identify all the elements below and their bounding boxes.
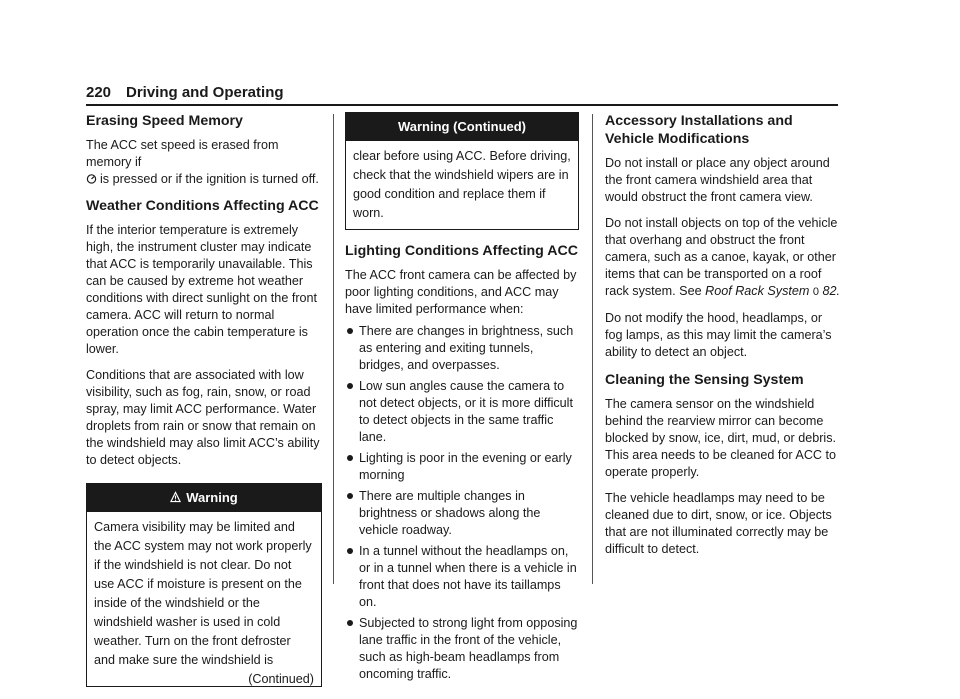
lighting-bullet-list [345,323,579,683]
heading-cleaning-sensing-system: Cleaning the Sensing System [605,372,804,388]
roof-rack-link[interactable]: Roof Rack System [705,284,810,298]
heading-weather-conditions: Weather Conditions Affecting ACC [86,198,319,214]
column-divider [333,114,334,584]
bullet-icon [347,328,353,334]
warning-body: Camera visibility may be limited and the ACC system may not work properly if the windshield is not clear. Do not use ACC if moisture is present on the inside of the windshield or the windshield washer is used in cold weather. Turn on the front defroster and make sure the windshield is [94,520,312,667]
heading-lighting-conditions: Lighting Conditions Affecting ACC [345,243,578,259]
warning-header [87,484,321,512]
list-item [345,323,579,374]
erasing-paragraph [86,137,322,188]
list-item [345,488,579,539]
weather-paragraph-1: If the interior temperature is extremely high, the instrument cluster may indicate that ACC is temporarily unavailable. This can be caused by extreme hot weather conditions with direct sunlight on the front camera. ACC will return to normal operation once the cabin temperature is lower. [86,223,318,356]
column-right [605,112,841,567]
list-item-text: In a tunnel without the headlamps on, or in a tunnel when there is a vehicle in front that does not have its taillamps on. [359,544,577,609]
heading-erasing-speed-memory: Erasing Speed Memory [86,113,243,129]
accessory-paragraph-3: Do not modify the hood, headlamps, or fog lamps, as this may limit the camera’s ability to detect an object. [605,311,832,359]
page-ref-arrow: 0 [812,286,819,298]
weather-paragraph-2: Conditions that are associated with low visibility, such as fog, rain, snow, or road spray, may limit ACC performance. Water droplets from rain or snow that remain on the windshield may also limit ACC’s ability to detect objects. [86,368,320,467]
bullet-icon [347,455,353,461]
warning-box [86,483,322,687]
list-item [345,450,579,484]
list-item [345,378,579,446]
warning-continued-box [345,112,579,230]
page-header [86,84,838,106]
accessory-paragraph-1: Do not install or place any object around the front camera windshield area that would obstruct the front camera view. [605,156,830,204]
warning-triangle-icon [170,491,181,503]
accessory-paragraph-2 [605,215,841,301]
list-item-text: Lighting is poor in the evening or early morning [359,451,572,482]
bullet-icon [347,383,353,389]
bullet-icon [347,548,353,554]
bullet-icon [347,493,353,499]
list-item-text: There are changes in brightness, such as entering and exiting tunnels, bridges, and overpasses. [359,324,574,372]
column-middle [345,112,579,690]
page-number: 220 [86,84,112,101]
list-item-text: Low sun angles cause the camera to not detect objects, or it is more difficult to detect objects in the same traffic lane. [359,379,573,444]
warning-continued-label: (Continued) [248,672,314,686]
accessory-paragraph-2-text: Do not install objects on top of the vehicle that overhang and obstruct the front camera, such as a canoe, kayak, or other items that can be transported on a roof rack system. See [605,216,838,298]
warning-continued-body: clear before using ACC. Before driving, check that the windshield wipers are in good condition and replace them if worn. [353,149,571,220]
roof-rack-page-ref[interactable]: 82. [822,284,841,298]
erasing-text-2: is pressed or if the ignition is turned off. [100,172,319,186]
erasing-text-1: The ACC set speed is erased from memory if [86,138,279,169]
list-item-text: There are multiple changes in brightness or shadows along the vehicle roadway. [359,489,541,537]
cleaning-paragraph-1: The camera sensor on the windshield behind the rearview mirror can become blocked by snow, ice, dirt, mud, or debris. This area needs to be cleaned for ACC to operate properly. [605,397,837,479]
list-item [345,615,579,683]
list-item [345,543,579,611]
cleaning-paragraph-2: The vehicle headlamps may need to be cleaned due to dirt, snow, or ice. Objects that are not illuminated correctly may be difficult to detect. [605,491,832,556]
warning-continued-header: Warning (Continued) [346,113,578,141]
warning-title: Warning [186,490,238,505]
bullet-icon [347,620,353,626]
column-left [86,112,322,699]
heading-accessory-installations: Accessory Installations and Vehicle Modifications [605,113,793,147]
lighting-intro: The ACC front camera can be affected by poor lighting conditions, and ACC may have limited performance when: [345,268,577,316]
column-divider [592,114,593,584]
list-item-text: Subjected to strong light from opposing lane traffic in the front of the vehicle, such as high-beam headlamps from oncoming traffic. [359,616,578,681]
section-title: Driving and Operating [126,84,284,101]
cruise-control-icon [86,173,97,184]
